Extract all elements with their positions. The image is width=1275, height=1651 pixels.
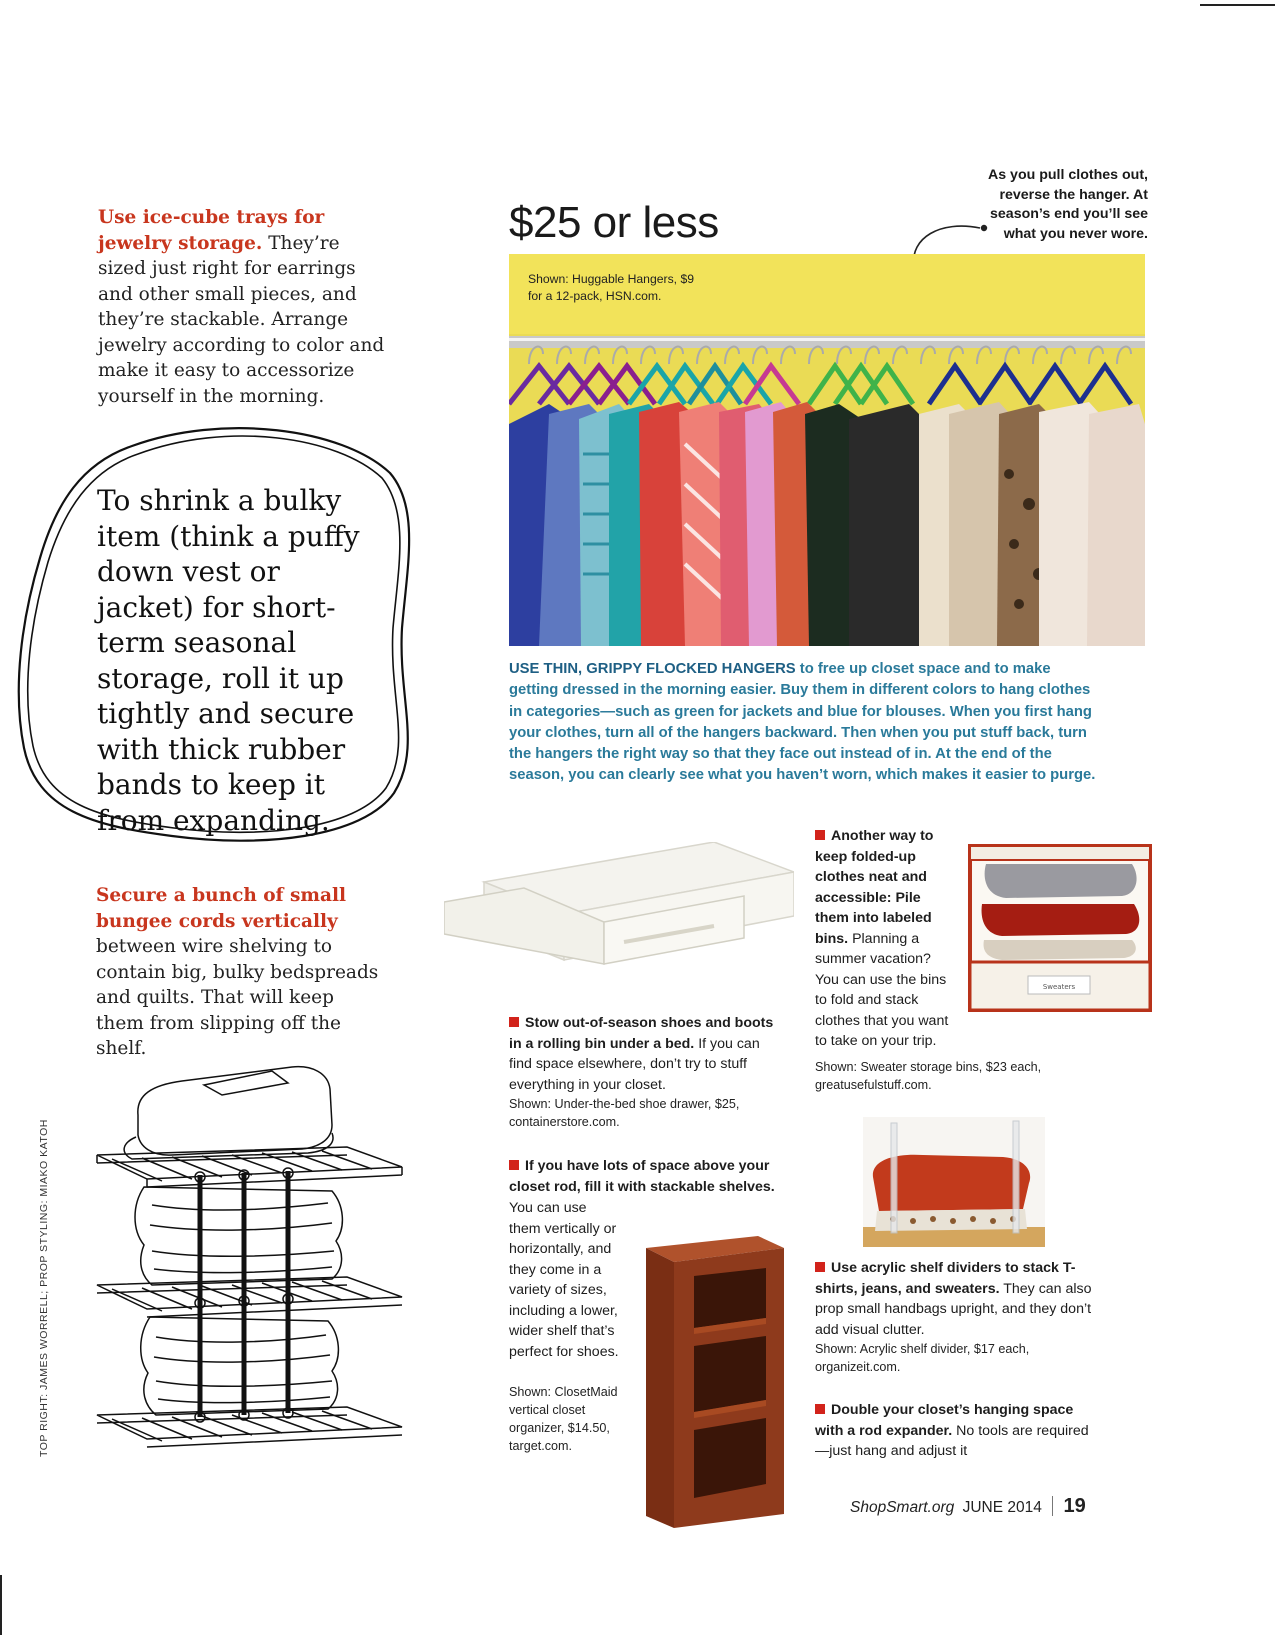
- red-bullet-icon: [509, 1160, 519, 1170]
- tip-bungee-cords-body: between wire shelving to contain big, bulky bedspreads and quilts. That will keep them from slipping off the shelf.: [96, 936, 379, 1059]
- red-bullet-icon: [815, 1404, 825, 1414]
- acrylic-shelf-divider-image: [863, 1117, 1045, 1247]
- tip-rolling-bin-shown: Shown: Under-the-bed shoe drawer, $25, containerstore.com.: [509, 1097, 740, 1129]
- footer-divider: [1052, 1496, 1053, 1516]
- tip-stackable-shelves: [509, 1156, 779, 1197]
- photo-caption: Shown: Huggable Hangers, $9 for a 12-pack, HSN.com.: [528, 272, 694, 303]
- tip-ice-cube-trays-body: They’re sized just right for earrings and other small pieces, and they’re stackable. Arrange jewelry according to color and make it easy to accessorize yourself in the morning.: [98, 232, 385, 407]
- footer-site: ShopSmart.org: [850, 1499, 955, 1516]
- tip-acrylic-dividers: [815, 1258, 1100, 1376]
- tip-stackable-shelves-shown: Shown: ClosetMaid vertical closet organizer, $14.50, target.com.: [509, 1385, 618, 1453]
- scan-edge-line: [1200, 4, 1275, 6]
- closet-hangers-photo: [509, 254, 1145, 646]
- tip-rolling-bin-body: If you can find space elsewhere, don’t try to stuff everything in your closet.: [509, 1035, 760, 1093]
- tip-stackable-shelves-heading: If you have lots of space above your closet rod, fill it with stackable shelves.: [509, 1158, 775, 1195]
- tip-stackable-shelves-body: You can use them vertically or horizontally, and they come in a variety of sizes, including a lower, wider shelf that’s perfect for shoes.: [509, 1200, 619, 1360]
- tip-bungee-cords: [96, 883, 386, 1062]
- tip-acrylic-dividers-heading: Use acrylic shelf dividers to stack T-shirts, jeans, and sweaters.: [815, 1260, 1076, 1297]
- tip-acrylic-dividers-shown: Shown: Acrylic shelf divider, $17 each, organizeit.com.: [815, 1342, 1030, 1374]
- scan-edge-mark: [0, 1575, 2, 1635]
- tip-labeled-bins: [815, 826, 955, 1052]
- tip-bungee-cords-heading: Secure a bunch of small bungee cords vertically: [96, 885, 346, 932]
- red-bullet-icon: [815, 830, 825, 840]
- red-bullet-icon: [815, 1262, 825, 1272]
- hanger-tip-note: As you pull clothes out, reverse the hanger. At season’s end you’ll see what you never wore.: [987, 167, 1148, 242]
- price-heading: $25 or less: [509, 198, 719, 247]
- flocked-hangers-lead: USE THIN, GRIPPY FLOCKED HANGERS: [509, 661, 796, 677]
- tip-rod-expander-heading: Double your closet’s hanging space with a rod expander.: [815, 1402, 1074, 1439]
- sweater-storage-bin-image: [962, 838, 1158, 1018]
- bubble-tip-text: To shrink a bulky item (think a puffy down vest or jacket) for short-term seasonal storage, roll it up tightly and secure with thick rubber bands to keep it from expanding.: [97, 484, 360, 837]
- tip-labeled-bins-heading: Another way to keep folded-up clothes neat and accessible: Pile them into labeled bins.: [815, 828, 934, 947]
- footer-date: JUNE 2014: [962, 1499, 1042, 1516]
- tip-labeled-bins-body: Planning a summer vacation? You can use the bins to fold and stack clothes that you want to take on your trip.: [815, 930, 949, 1049]
- page-footer: [850, 1495, 1086, 1518]
- tip-rolling-bin-heading: Stow out-of-season shoes and boots in a rolling bin under a bed.: [509, 1015, 774, 1052]
- tip-rolling-bin: [509, 1013, 779, 1131]
- bin-label-text: Sweaters: [1042, 983, 1076, 991]
- tip-rod-expander: [815, 1400, 1100, 1462]
- tip-ice-cube-trays-heading: Use ice-cube trays for jewelry storage.: [98, 207, 325, 254]
- flocked-hangers-body: to free up closet space and to make getting dressed in the morning easier. Buy them in different colors to hang clothes in categories—such as green for jackets and blue for blouses. When you first hang your clothes, turn all of the hangers backward. Then when you put stuff back, turn the hangers the right way so that they face out instead of in. At the end of the season, you can clearly see what you haven’t worn, which makes it easier to purge.: [509, 661, 1096, 784]
- tip-labeled-bins-shown: Shown: Sweater storage bins, $23 each, greatusefulstuff.com.: [815, 1060, 1042, 1092]
- under-bed-shoe-drawer-image: [444, 842, 794, 972]
- tip-acrylic-dividers-body: They can also prop small handbags upright, and they don’t add visual clutter.: [815, 1280, 1092, 1338]
- flocked-hangers-paragraph: [509, 659, 1101, 787]
- tip-rod-expander-body: No tools are required—just hang and adjust it: [815, 1422, 1089, 1459]
- photo-credit: TOP RIGHT: JAMES WORRELL; PROP STYLING: MIAKO KATOH: [38, 1119, 50, 1457]
- closetmaid-organizer-image: [638, 1236, 788, 1528]
- shelving-quilts-illustration: [92, 1055, 422, 1475]
- page-number: 19: [1063, 1495, 1086, 1517]
- tip-ice-cube-trays: [98, 205, 388, 409]
- red-bullet-icon: [509, 1017, 519, 1027]
